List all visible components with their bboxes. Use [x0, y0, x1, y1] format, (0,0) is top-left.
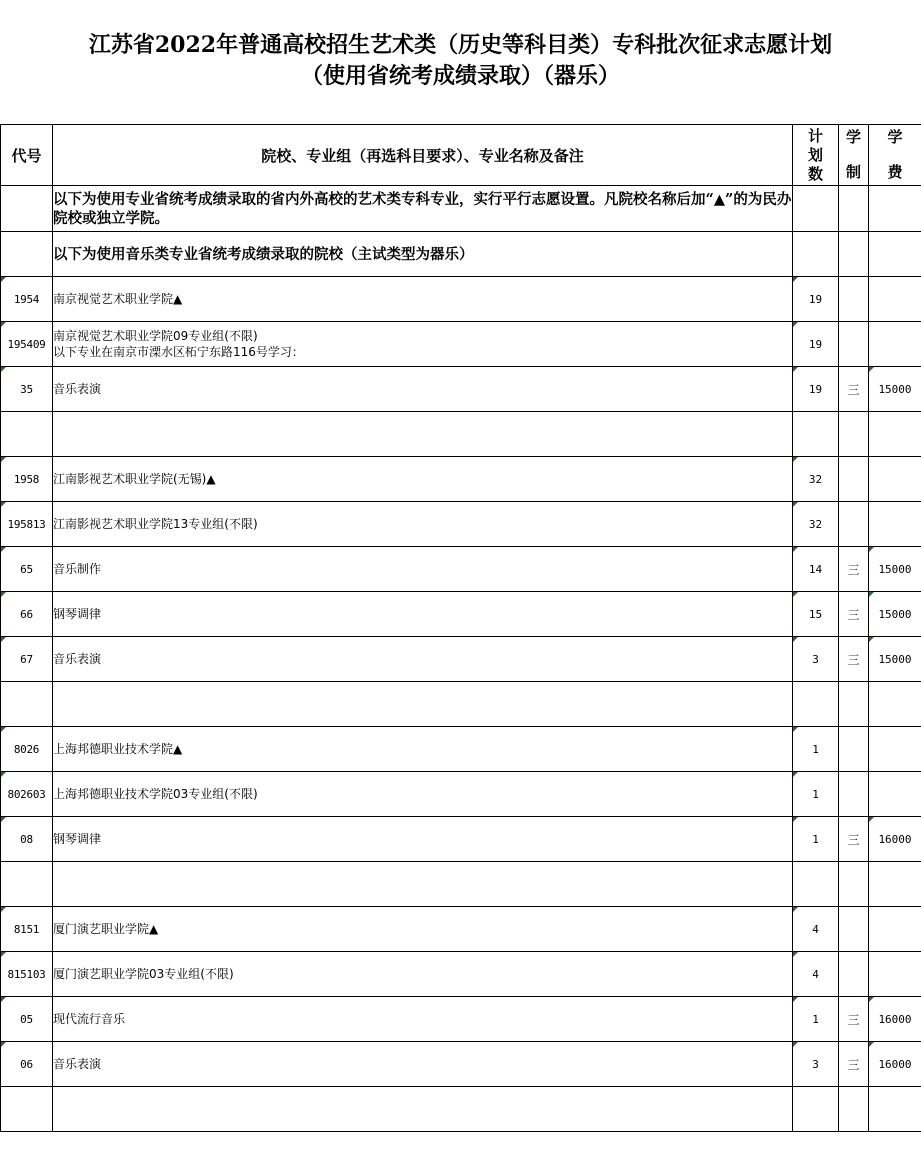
- table-row: [1, 322, 921, 367]
- name-line-1: 厦门演艺职业学院03专业组(不限): [53, 967, 234, 981]
- plan-count-cell[interactable]: 1: [793, 817, 839, 862]
- name-line-1: 现代流行音乐: [53, 1012, 126, 1026]
- name-cell[interactable]: [53, 1042, 793, 1087]
- code-cell[interactable]: 08: [1, 817, 53, 862]
- header-plan-count: [793, 125, 839, 186]
- code-cell[interactable]: 815103: [1, 952, 53, 997]
- code-cell[interactable]: 67: [1, 637, 53, 682]
- name-line-1: 音乐表演: [53, 1057, 102, 1071]
- table-row: [1, 592, 921, 637]
- name-cell[interactable]: [53, 682, 793, 727]
- years-cell[interactable]: [839, 502, 869, 547]
- table-row: [1, 772, 921, 817]
- years-cell[interactable]: 三: [839, 367, 869, 412]
- fee-cell[interactable]: [869, 502, 921, 547]
- name-cell[interactable]: [53, 367, 793, 412]
- fee-cell[interactable]: 15000: [869, 367, 921, 412]
- table-row: [1, 952, 921, 997]
- header-years: [839, 125, 869, 186]
- table-row: [1, 502, 921, 547]
- code-cell[interactable]: 65: [1, 547, 53, 592]
- name-line-1: 江南影视艺术职业学院(无锡)▲: [53, 472, 216, 486]
- code-cell[interactable]: 802603: [1, 772, 53, 817]
- note-text: 以下为使用专业省统考成绩录取的省内外高校的艺术类专科专业，实行平行志愿设置。凡院校名称后加“▲”的为民办院校或独立学院。: [53, 186, 793, 232]
- table-row: [1, 682, 921, 727]
- name-line-1: 上海邦德职业技术学院▲: [53, 742, 183, 756]
- plan-count-cell[interactable]: 3: [793, 637, 839, 682]
- table-row: [1, 547, 921, 592]
- code-cell[interactable]: 195813: [1, 502, 53, 547]
- name-cell[interactable]: [53, 952, 793, 997]
- table-row: [1, 367, 921, 412]
- name-cell[interactable]: [53, 547, 793, 592]
- plan-count-cell[interactable]: 15: [793, 592, 839, 637]
- header-code: 代号: [1, 125, 53, 186]
- plan-count-cell[interactable]: 32: [793, 457, 839, 502]
- name-line-1: 南京视觉艺术职业学院09专业组(不限): [53, 329, 258, 343]
- code-cell[interactable]: 66: [1, 592, 53, 637]
- plan-count-cell[interactable]: [793, 682, 839, 727]
- table-header-row: [1, 125, 921, 186]
- years-cell[interactable]: 三: [839, 997, 869, 1042]
- name-line-2: 以下专业在南京市溧水区柘宁东路116号学习：: [53, 345, 304, 359]
- header-years-char-1: 学: [845, 128, 861, 146]
- plan-count-cell[interactable]: 19: [793, 367, 839, 412]
- table-row: [1, 862, 921, 907]
- name-cell[interactable]: [53, 592, 793, 637]
- years-cell[interactable]: 三: [839, 592, 869, 637]
- fee-cell[interactable]: [869, 457, 921, 502]
- name-line-1: 江南影视艺术职业学院13专业组(不限): [53, 517, 258, 531]
- code-cell[interactable]: 1958: [1, 457, 53, 502]
- name-cell[interactable]: [53, 727, 793, 772]
- note-fee-cell: [869, 186, 921, 232]
- fee-cell[interactable]: [869, 772, 921, 817]
- fee-cell[interactable]: [869, 907, 921, 952]
- years-cell[interactable]: [839, 412, 869, 457]
- table-row: [1, 1042, 921, 1087]
- fee-cell[interactable]: 15000: [869, 637, 921, 682]
- name-cell[interactable]: [53, 457, 793, 502]
- table-row: [1, 997, 921, 1042]
- years-cell[interactable]: [839, 727, 869, 772]
- header-fee: [869, 125, 921, 186]
- fee-cell[interactable]: 16000: [869, 997, 921, 1042]
- note-row-instrumental: [1, 232, 921, 277]
- note-code-cell: [1, 232, 53, 277]
- code-cell[interactable]: [1, 682, 53, 727]
- note-years-cell: [839, 232, 869, 277]
- code-cell[interactable]: 1954: [1, 277, 53, 322]
- header-fee-char-2: 费: [887, 163, 903, 181]
- fee-cell[interactable]: [869, 277, 921, 322]
- header-name: 院校、专业组（再选科目要求）、专业名称及备注: [53, 125, 793, 186]
- name-cell[interactable]: [53, 1087, 793, 1132]
- plan-count-cell[interactable]: 14: [793, 547, 839, 592]
- header-fee-char-1: 学: [887, 128, 903, 146]
- name-cell[interactable]: [53, 862, 793, 907]
- name-cell[interactable]: [53, 502, 793, 547]
- code-cell[interactable]: [1, 862, 53, 907]
- plan-count-cell[interactable]: 1: [793, 727, 839, 772]
- name-cell[interactable]: [53, 817, 793, 862]
- years-cell[interactable]: [839, 772, 869, 817]
- years-cell[interactable]: [839, 952, 869, 997]
- fee-cell[interactable]: [869, 952, 921, 997]
- plan-count-cell[interactable]: 4: [793, 952, 839, 997]
- name-line-1: 上海邦德职业技术学院03专业组(不限): [53, 787, 258, 801]
- plan-count-cell[interactable]: [793, 862, 839, 907]
- code-cell[interactable]: 06: [1, 1042, 53, 1087]
- table-row: [1, 727, 921, 772]
- years-cell[interactable]: [839, 457, 869, 502]
- fee-cell[interactable]: [869, 412, 921, 457]
- table-row: [1, 412, 921, 457]
- fee-cell[interactable]: [869, 682, 921, 727]
- note-years-cell: [839, 186, 869, 232]
- plan-count-cell[interactable]: 19: [793, 277, 839, 322]
- fee-cell[interactable]: [869, 727, 921, 772]
- name-line-1: 厦门演艺职业学院▲: [53, 922, 159, 936]
- fee-cell[interactable]: 15000: [869, 592, 921, 637]
- name-cell[interactable]: [53, 637, 793, 682]
- document-title: [0, 30, 921, 92]
- note-code-cell: [1, 186, 53, 232]
- code-cell[interactable]: [1, 1087, 53, 1132]
- years-cell[interactable]: [839, 907, 869, 952]
- code-cell[interactable]: 8151: [1, 907, 53, 952]
- table-row: [1, 277, 921, 322]
- name-cell[interactable]: [53, 412, 793, 457]
- name-cell[interactable]: [53, 322, 793, 367]
- name-line-1: 钢琴调律: [53, 832, 102, 846]
- header-plan-char-3: 数: [807, 164, 823, 183]
- code-cell[interactable]: [1, 412, 53, 457]
- enrollment-plan-table: [0, 124, 921, 1132]
- fee-cell[interactable]: 16000: [869, 1042, 921, 1087]
- title-line-1: 江苏省2022年普通高校招生艺术类（历史等科目类）专科批次征求志愿计划: [88, 32, 833, 58]
- years-cell[interactable]: [839, 277, 869, 322]
- code-cell[interactable]: 195409: [1, 322, 53, 367]
- name-line-1: 音乐制作: [53, 562, 102, 576]
- years-cell[interactable]: 三: [839, 547, 869, 592]
- plan-count-cell[interactable]: 3: [793, 1042, 839, 1087]
- name-cell[interactable]: [53, 277, 793, 322]
- table-row: [1, 637, 921, 682]
- years-cell[interactable]: 三: [839, 817, 869, 862]
- fee-cell[interactable]: [869, 1087, 921, 1132]
- fee-cell[interactable]: 16000: [869, 817, 921, 862]
- note-fee-cell: [869, 232, 921, 277]
- years-cell[interactable]: [839, 322, 869, 367]
- code-cell[interactable]: 35: [1, 367, 53, 412]
- plan-count-cell[interactable]: 1: [793, 772, 839, 817]
- table-row: [1, 457, 921, 502]
- name-cell[interactable]: [53, 772, 793, 817]
- code-cell[interactable]: 05: [1, 997, 53, 1042]
- plan-count-cell[interactable]: 4: [793, 907, 839, 952]
- title-line-2: （使用省统考成绩录取）（器乐）: [300, 63, 620, 89]
- note-plan-cell: [793, 186, 839, 232]
- years-cell[interactable]: [839, 862, 869, 907]
- note-row-parallel-admission: [1, 186, 921, 232]
- header-plan-char-2: 划: [807, 145, 823, 164]
- plan-count-cell[interactable]: 19: [793, 322, 839, 367]
- plan-count-cell[interactable]: 32: [793, 502, 839, 547]
- name-line-1: 南京视觉艺术职业学院▲: [53, 292, 183, 306]
- note-text: 以下为使用音乐类专业省统考成绩录取的院校（主试类型为器乐）: [53, 232, 793, 277]
- header-years-char-2: 制: [845, 163, 861, 181]
- years-cell[interactable]: 三: [839, 637, 869, 682]
- table-row: [1, 817, 921, 862]
- plan-count-cell[interactable]: [793, 1087, 839, 1132]
- plan-count-cell[interactable]: 1: [793, 997, 839, 1042]
- years-cell[interactable]: [839, 1087, 869, 1132]
- name-line-1: 音乐表演: [53, 652, 102, 666]
- name-cell[interactable]: [53, 997, 793, 1042]
- years-cell[interactable]: 三: [839, 1042, 869, 1087]
- name-line-1: 音乐表演: [53, 382, 102, 396]
- plan-count-cell[interactable]: [793, 412, 839, 457]
- header-plan-char-1: 计: [807, 126, 823, 145]
- fee-cell[interactable]: [869, 862, 921, 907]
- table-row: [1, 1087, 921, 1132]
- code-cell[interactable]: 8026: [1, 727, 53, 772]
- note-plan-cell: [793, 232, 839, 277]
- name-line-1: 钢琴调律: [53, 607, 102, 621]
- name-cell[interactable]: [53, 907, 793, 952]
- table-row: [1, 907, 921, 952]
- fee-cell[interactable]: [869, 322, 921, 367]
- years-cell[interactable]: [839, 682, 869, 727]
- fee-cell[interactable]: 15000: [869, 547, 921, 592]
